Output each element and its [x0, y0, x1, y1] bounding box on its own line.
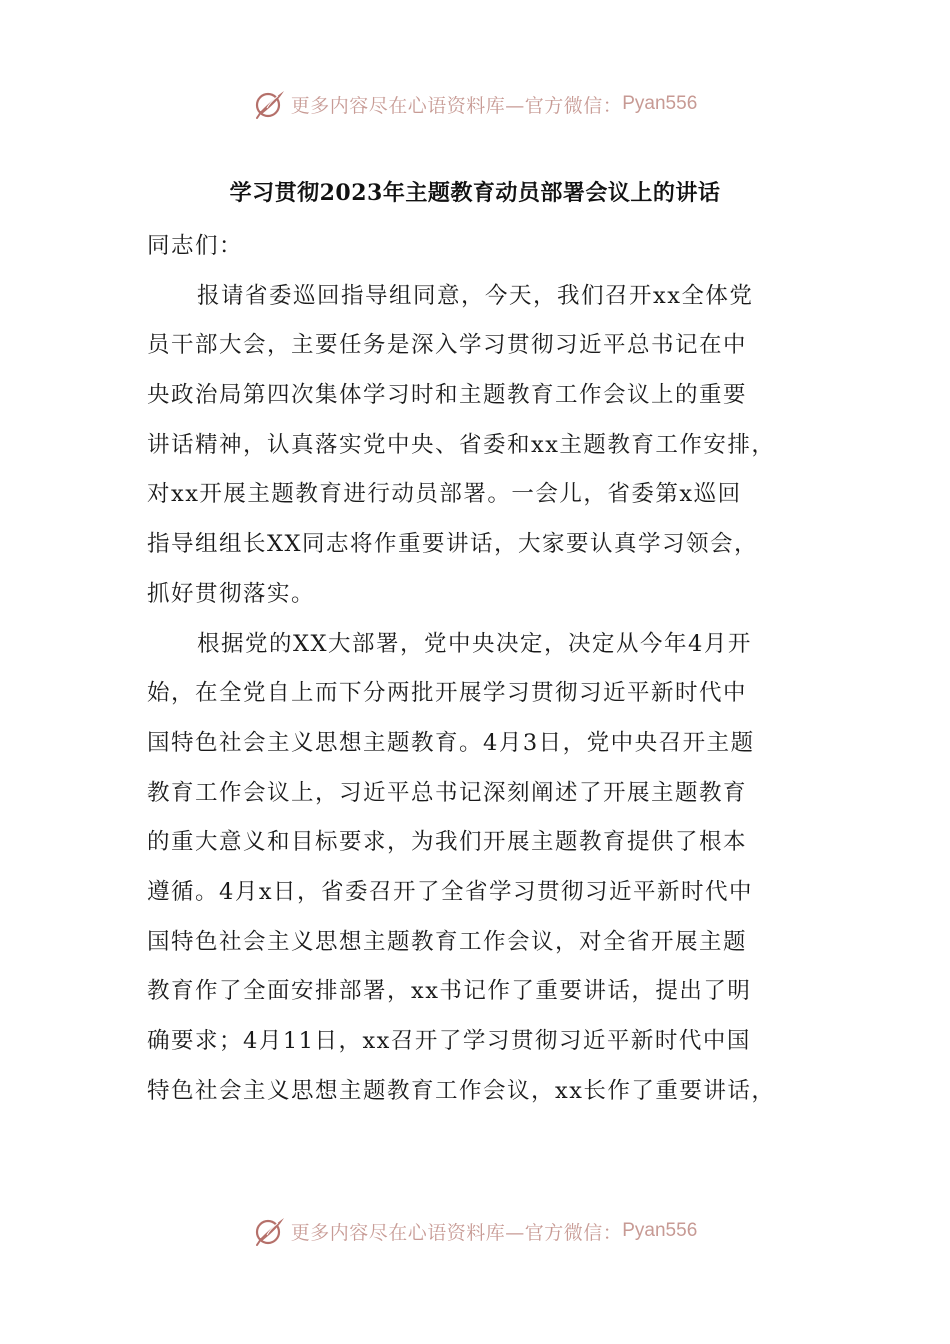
header-banner-wechat-id: Pyan556: [622, 93, 698, 114]
footer-banner-text: 更多内容尽在心语资料库—官方微信：: [290, 1221, 623, 1244]
footer-banner: [0, 1211, 950, 1251]
document-body: [147, 222, 807, 1116]
body-line: 同志们：: [147, 233, 244, 259]
body-line: 国特色社会主义思想主题教育工作会议，对全省开展主题: [147, 928, 748, 955]
quill-logo-icon: [253, 87, 287, 121]
footer-banner-wechat-id: Pyan556: [622, 1220, 698, 1241]
quill-logo-icon: [253, 1214, 287, 1248]
body-line: 根据党的XX大部署，党中央决定，决定从今年4月开: [197, 630, 752, 657]
header-banner: [0, 84, 950, 124]
body-line: 员干部大会，主要任务是深入学习贯彻习近平总书记在中: [147, 332, 748, 359]
body-line: 教育作了全面安排部署，xx书记作了重要讲话，提出了明: [147, 978, 752, 1005]
body-line: 教育工作会议上，习近平总书记深刻阐述了开展主题教育: [147, 779, 748, 806]
body-line: 始，在全党自上而下分两批开展学习贯彻习近平新时代中: [147, 680, 748, 707]
body-line: 对xx开展主题教育进行动员部署。一会儿，省委第x巡回: [147, 481, 742, 508]
header-banner-text: 更多内容尽在心语资料库—官方微信：: [290, 94, 623, 117]
body-line: 抓好贯彻落实。: [147, 580, 316, 607]
document-title: 学习贯彻2023年主题教育动员部署会议上的讲话: [229, 180, 721, 206]
body-line: 国特色社会主义思想主题教育。4月3日，党中央召开主题: [147, 729, 755, 756]
body-line: 特色社会主义思想主题教育工作会议，xx长作了重要讲话，: [147, 1077, 776, 1104]
body-line: 报请省委巡回指导组同意，今天，我们召开xx全体党: [197, 282, 754, 309]
body-line: 的重大意义和目标要求，为我们开展主题教育提供了根本: [147, 829, 748, 856]
body-line: 确要求；4月11日，xx召开了学习贯彻习近平新时代中国: [147, 1028, 751, 1054]
body-line: 央政治局第四次集体学习时和主题教育工作会议上的重要: [147, 382, 748, 409]
body-line: 遵循。4月x日，省委召开了全省学习贯彻习近平新时代中: [147, 878, 754, 905]
body-line: 讲话精神，认真落实党中央、省委和xx主题教育工作安排，: [147, 431, 776, 458]
body-line: 指导组组长XX同志将作重要讲话，大家要认真学习领会，: [147, 531, 759, 558]
